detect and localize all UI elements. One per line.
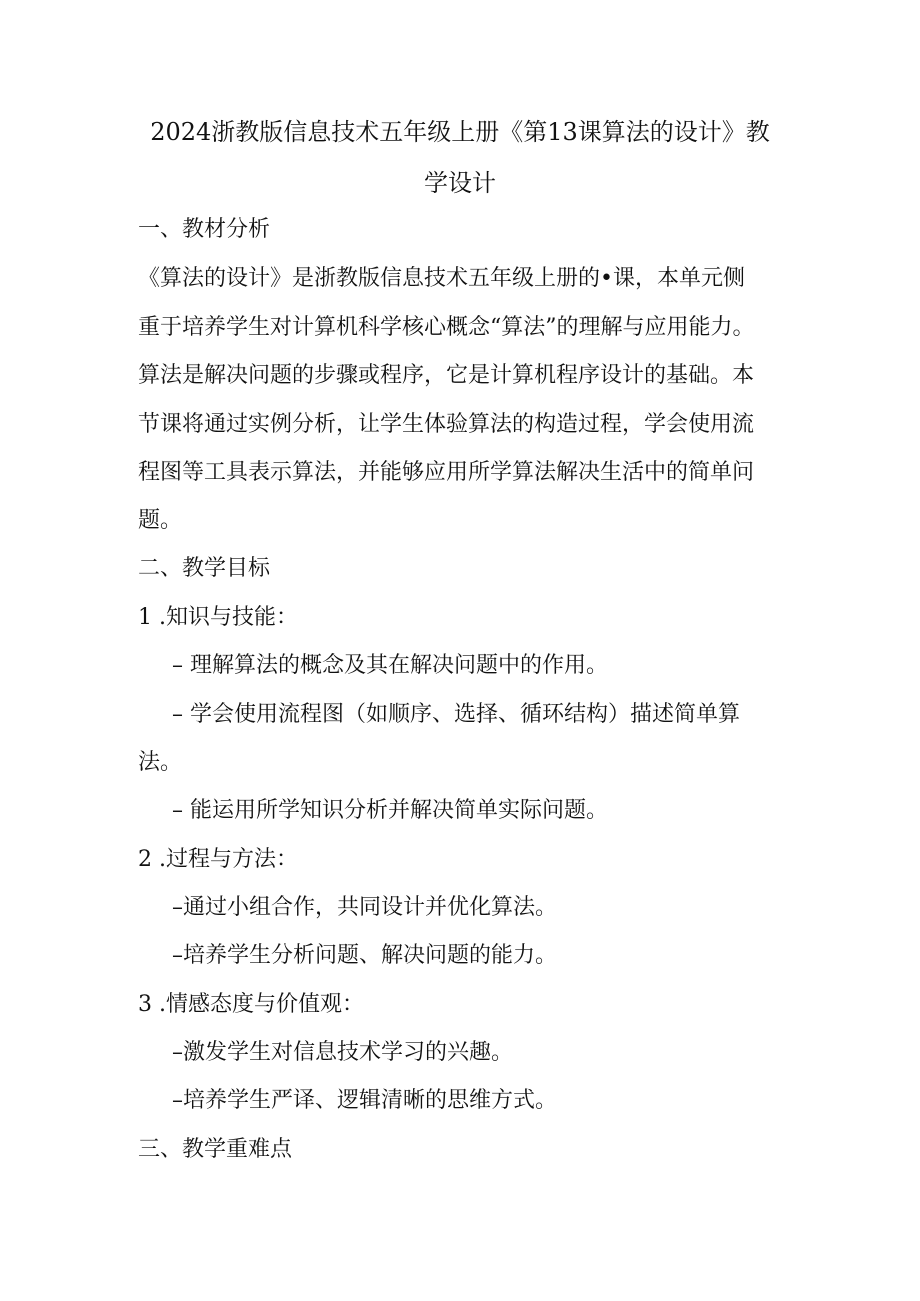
goal-heading-knowledge-skills: 1 .知识与技能： (138, 605, 298, 630)
goal-item: – 能运用所学知识分析并解决简单实际问题。 (172, 798, 608, 823)
paragraph-line: 重于培养学生对计算机科学核心概念“算法”的理解与应用能力。 (138, 315, 755, 340)
goal-item: – 理解算法的概念及其在解决问题中的作用。 (172, 653, 608, 678)
paragraph-line: 程图等工具表示算法，并能够应用所学算法解决生活中的简单问 (138, 460, 755, 485)
paragraph-line: 《算法的设计》是浙教版信息技术五年级上册的•课，本单元侧 (138, 266, 745, 291)
goal-item-continuation: 法。 (138, 750, 183, 775)
goal-item: –培养学生分析问题、解决问题的能力。 (172, 943, 558, 968)
goal-item: – 学会使用流程图（如顺序、选择、循环结构）描述简单算 (172, 702, 740, 727)
paragraph-line: 节课将通过实例分析，让学生体验算法的构造过程，学会使用流 (138, 412, 755, 437)
document-title-line-2: 学设计 (424, 169, 496, 197)
goal-heading-process-methods: 2 .过程与方法： (138, 847, 298, 872)
section-heading-textbook-analysis: 一、教材分析 (138, 217, 271, 242)
goal-item: –通过小组合作，共同设计并优化算法。 (172, 895, 558, 920)
document-title-line-1: 2024浙教版信息技术五年级上册《第13课算法的设计》教 (150, 118, 770, 146)
paragraph-line: 算法是解决问题的步骤或程序，它是计算机程序设计的基础。本 (138, 363, 755, 388)
paragraph-line: 题。 (138, 508, 183, 533)
goal-item: –激发学生对信息技术学习的兴趣。 (172, 1040, 514, 1065)
goal-item: –培养学生严译、逻辑清晰的思维方式。 (172, 1088, 558, 1113)
section-heading-teaching-goals: 二、教学目标 (138, 556, 271, 581)
goal-heading-attitudes-values: 3 .情感态度与价值观： (138, 992, 364, 1017)
section-heading-key-difficult-points: 三、教学重难点 (138, 1137, 293, 1162)
